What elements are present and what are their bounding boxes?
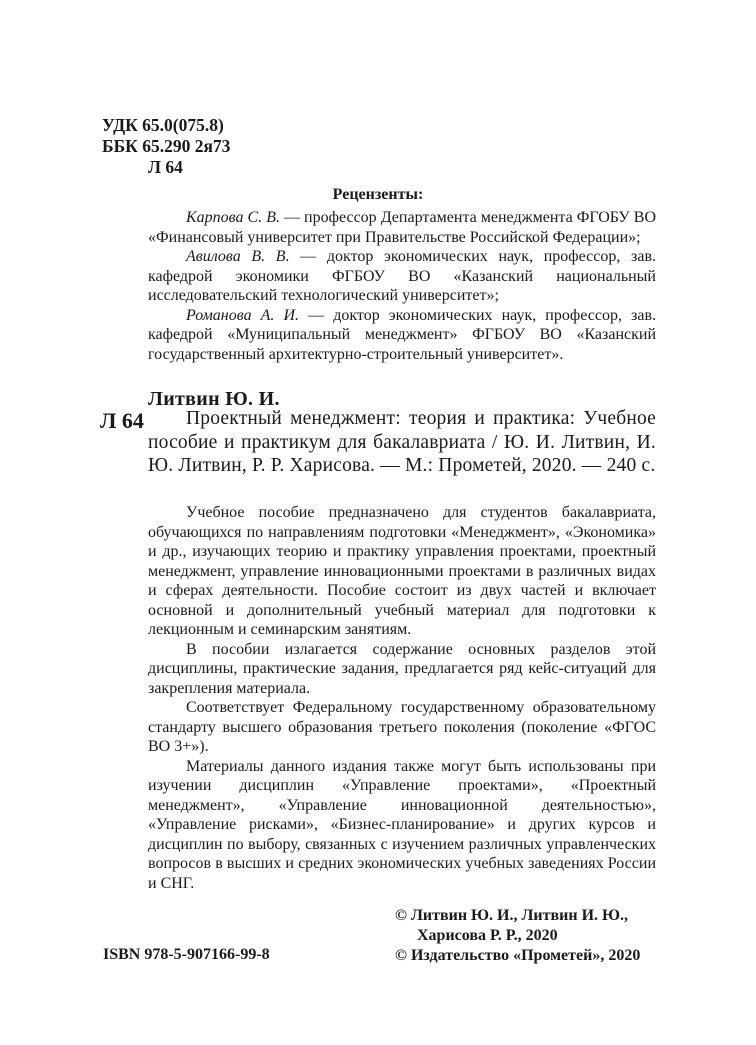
copyright-line: © Издательство «Прометей», 2020 — [395, 947, 641, 964]
reviewer-text: — профессор Департамента менеджмента ФГОБУ ВО «Финансовый университет при Правительстве Российской Федерации»; — [148, 209, 656, 246]
copyright-block — [395, 906, 640, 966]
reviewers-list — [148, 208, 656, 364]
reviewers-title: Рецензенты: — [332, 186, 424, 203]
annotation-paragraph: Соответствует Федеральному государственному образовательному стандарту высшего образования третьего поколения (поколение «ФГОС ВО 3+»). — [148, 699, 656, 755]
copyright-line: © Литвин Ю. И., Литвин И. Ю., — [395, 907, 629, 924]
annotation-paragraph: В пособии излагается содержание основных разделов этой дисциплины, практические задания, предлагается ряд кейс-ситуаций для закрепления материала. — [148, 640, 656, 697]
reviewer-item — [148, 247, 656, 306]
annotation-paragraph: Учебное пособие предназначено для студентов бакалавриата, обучающихся по направлениям подготовки «Менеджмент», «Экономика» и др., изучающих теорию и практику управления проектами, проектный менеджмент, управление инновационными проектами в различных видах и сферах деятельности. Пособие состоит из двух частей и включает основной и дополнительный учебный материал для подготовки к лекционным и семинарским занятиям. — [148, 504, 656, 638]
author-mark: Л 64 — [148, 157, 183, 177]
udk-code: УДК 65.0(075.8) — [102, 115, 224, 135]
reviewer-name: Карпова С. В. — [186, 209, 280, 226]
reviewer-item — [148, 306, 656, 365]
reviewer-text: — доктор экономических наук, профессор, зав. кафедрой экономики ФГБОУ ВО «Казанский национальный исследовательский технологический университет»; — [148, 248, 656, 304]
annotation — [148, 503, 656, 893]
annotation-paragraph: Материалы данного издания также могут быть использованы при изучении дисциплин «Управление проектами», «Проектный менеджмент», «Управление инновационной деятельностью», «Управление рисками», «Бизнес-планирование» и других курсов и дисциплин по выбору, связанных с изучением различных управленческих вопросов в высших и средних экономических учебных заведениях России и СНГ. — [148, 757, 656, 892]
reviewer-text: — доктор экономических наук, профессор, зав. кафедрой «Муниципальный менеджмент» ФГБОУ ВО «Казанский государственный архитектурно-строительный университет». — [148, 306, 656, 363]
author-mark-large: Л 64 — [100, 408, 144, 433]
author-heading: Литвин Ю. И. — [148, 388, 280, 410]
isbn: ISBN 978-5-907166-99-8 — [103, 946, 270, 963]
bibliographic-description — [148, 407, 656, 478]
bbk-code: ББК 65.290 2я73 — [102, 136, 231, 156]
classification-block — [102, 115, 230, 178]
reviewer-name: Авилова В. В. — [186, 248, 290, 265]
reviewer-item — [148, 208, 656, 247]
copyright-line: Харисова Р. Р., 2020 — [417, 927, 558, 944]
bibliographic-text: Проектный менеджмент: теория и практика: Учебное пособие и практикум для бакалавриата / Ю. И. Литвин, И. Ю. Литвин, Р. Р. Харисова. — М.: Прометей, 2020. — 240 с. — [148, 408, 656, 476]
reviewer-name: Романова А. И. — [186, 306, 300, 324]
